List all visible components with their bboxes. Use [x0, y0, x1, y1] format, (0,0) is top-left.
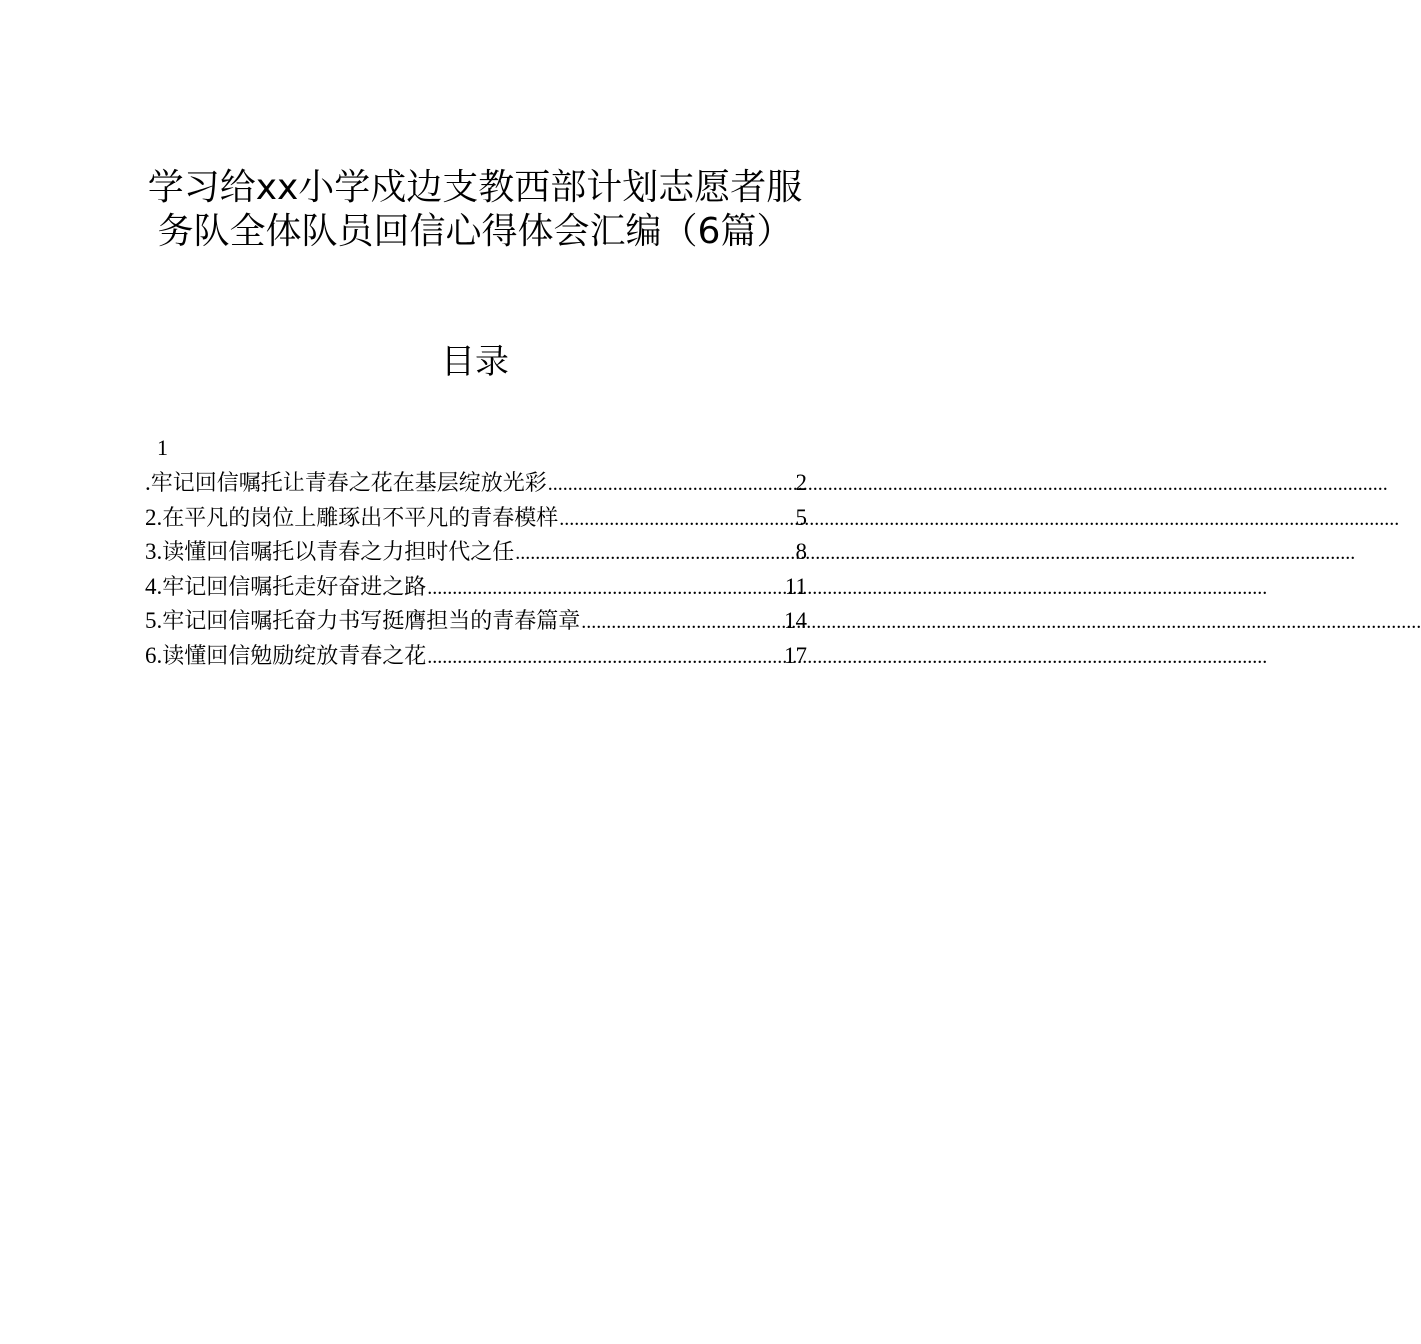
toc-entry-page: 14	[784, 608, 807, 634]
toc-entry-4[interactable]	[145, 570, 807, 605]
toc-dot-leader	[547, 467, 796, 501]
toc-dot-leader	[580, 605, 784, 639]
toc-entry-page: 11	[784, 573, 807, 599]
toc-entry-page: 17	[784, 642, 807, 668]
toc-dot-leader	[426, 640, 784, 674]
toc-dot-leader	[514, 536, 795, 570]
toc-entry-number: 5.	[145, 608, 163, 634]
toc-entry-number: 4.	[145, 573, 163, 599]
toc-entry-title: 读懂回信嘱托以青春之力担时代之任	[162, 540, 515, 566]
toc-entry-number: 3.	[145, 539, 163, 565]
table-of-contents	[145, 466, 807, 674]
toc-entry-number: 2.	[145, 504, 163, 530]
toc-entry-number: 6.	[145, 642, 163, 668]
toc-stray-number: 1	[157, 435, 168, 460]
toc-entry-title: 牢记回信嘱托走好奋进之路	[162, 574, 427, 600]
toc-entry-page: 8	[795, 539, 807, 565]
toc-entry-number: .	[145, 470, 151, 495]
toc-entry-5[interactable]	[145, 604, 807, 639]
toc-entry-2[interactable]	[145, 501, 807, 536]
toc-dot-leader	[426, 571, 785, 605]
toc-entry-title: 在平凡的岗位上雕琢出不平凡的青春模样	[162, 505, 559, 531]
toc-entry-1[interactable]	[145, 466, 807, 501]
toc-entry-page: 5	[795, 504, 807, 530]
toc-heading: 目录	[441, 342, 509, 382]
document-title-line-2: 务队全体队员回信心得体会汇编（6篇）	[157, 211, 793, 252]
document-title-line-1: 学习给xx小学戍边支教西部计划志愿者服	[147, 167, 803, 208]
toc-entry-title: 牢记回信嘱托奋力书写挺膺担当的青春篇章	[162, 609, 581, 635]
toc-dot-leader	[558, 502, 795, 536]
toc-entry-3[interactable]	[145, 535, 807, 570]
toc-entry-page: 2	[795, 470, 807, 495]
toc-entry-title: 读懂回信勉励绽放青春之花	[162, 643, 427, 669]
toc-entry-6[interactable]	[145, 639, 807, 674]
toc-entry-title: 牢记回信嘱托让青春之花在基层绽放光彩	[150, 471, 547, 496]
